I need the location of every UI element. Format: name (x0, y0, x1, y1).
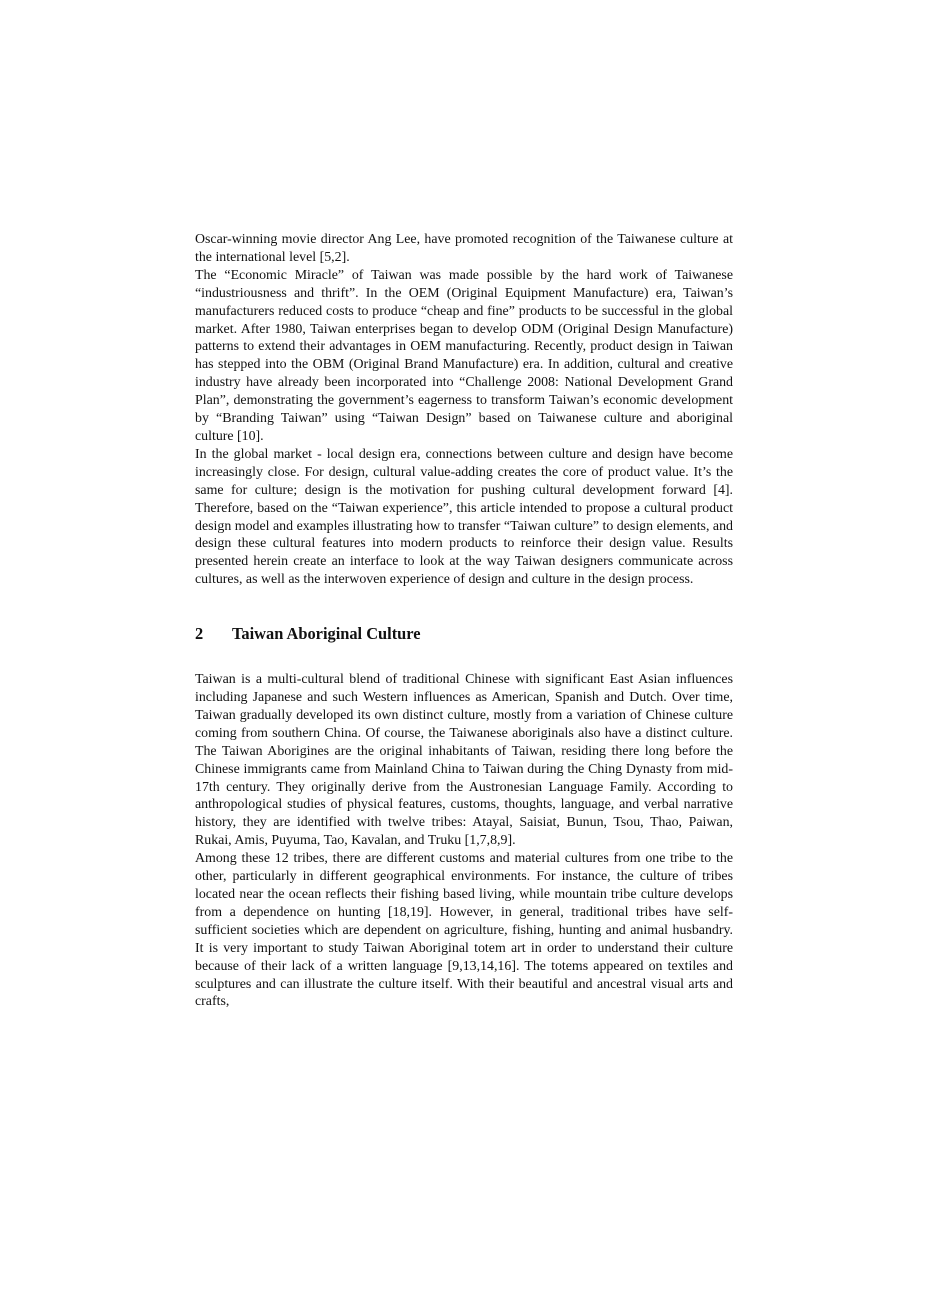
intro-paragraph-2: The “Economic Miracle” of Taiwan was made possible by the hard work of Taiwanese “industriousness and thrift”. In the OEM (Original Equipment Manufacture) era, Taiwan’s manufacturers reduced costs to produce “cheap and fine” products to be successful in the global market. After 1980, Taiwan enterprises began to develop ODM (Original Design Manufacture) patterns to extend their advantages in OEM manufacturing. Recently, product design in Taiwan has stepped into the OBM (Original Brand Manufacture) era. In addition, cultural and creative industry have already been incorporated into “Challenge 2008: National Development Grand Plan”, demonstrating the government’s eagerness to transform Taiwan’s economic development by “Branding Taiwan” using “Taiwan Design” based on Taiwanese culture and aboriginal culture [10]. (195, 267, 733, 444)
section-heading (195, 624, 733, 644)
section-title: Taiwan Aboriginal Culture (232, 624, 421, 644)
section-number: 2 (195, 624, 204, 644)
intro-paragraph-3: In the global market - local design era, connections between culture and design have become increasingly close. For design, cultural value-adding creates the core of product value. It’s the same for culture; design is the motivation for pushing cultural development forward [4]. Therefore, based on the “Taiwan experience”, this article intended to propose a cultural product design model and examples illustrating how to transfer “Taiwan culture” to design elements, and design these cultural features into modern products to reinforce their design value. Results presented herein create an interface to look at the way Taiwan designers communicate across cultures, as well as the interwoven experience of design and culture in the design process. (195, 446, 733, 588)
intro-paragraph-1: Oscar-winning movie director Ang Lee, have promoted recognition of the Taiwanese culture at the international level [5,2]. (195, 232, 733, 265)
section-paragraph-1: Taiwan is a multi-cultural blend of traditional Chinese with significant East Asian influences including Japanese and such Western influences as American, Spanish and Dutch. Over time, Taiwan gradually developed its own distinct culture, mostly from a variation of Chinese culture coming from southern China. Of course, the Taiwanese aboriginals also have a distinct culture. The Taiwan Aborigines are the original inhabitants of Taiwan, residing there long before the Chinese immigrants came from Mainland China to Taiwan during the Ching Dynasty from mid-17th century. They originally derive from the Austronesian Language Family. According to anthropological studies of physical features, customs, thoughts, language, and verbal narrative history, they are identified with twelve tribes: Atayal, Saisiat, Bunun, Tsou, Thao, Paiwan, Rukai, Amis, Puyuma, Tao, Kavalan, and Truku [1,7,8,9]. (195, 672, 733, 849)
page-body (195, 231, 733, 1011)
section-paragraph-2: Among these 12 tribes, there are different customs and material cultures from one tribe to the other, particularly in different geographical environments. For instance, the culture of tribes located near the ocean reflects their fishing based living, while mountain tribe culture develops from a dependence on hunting [18,19]. However, in general, traditional tribes have self-sufficient societies which are dependent on agriculture, fishing, hunting and animal husbandry. It is very important to study Taiwan Aboriginal totem art in order to understand their culture because of their lack of a written language [9,13,14,16]. The totems appeared on textiles and sculptures and can illustrate the culture itself. With their beautiful and ancestral visual arts and crafts, (195, 851, 733, 1010)
